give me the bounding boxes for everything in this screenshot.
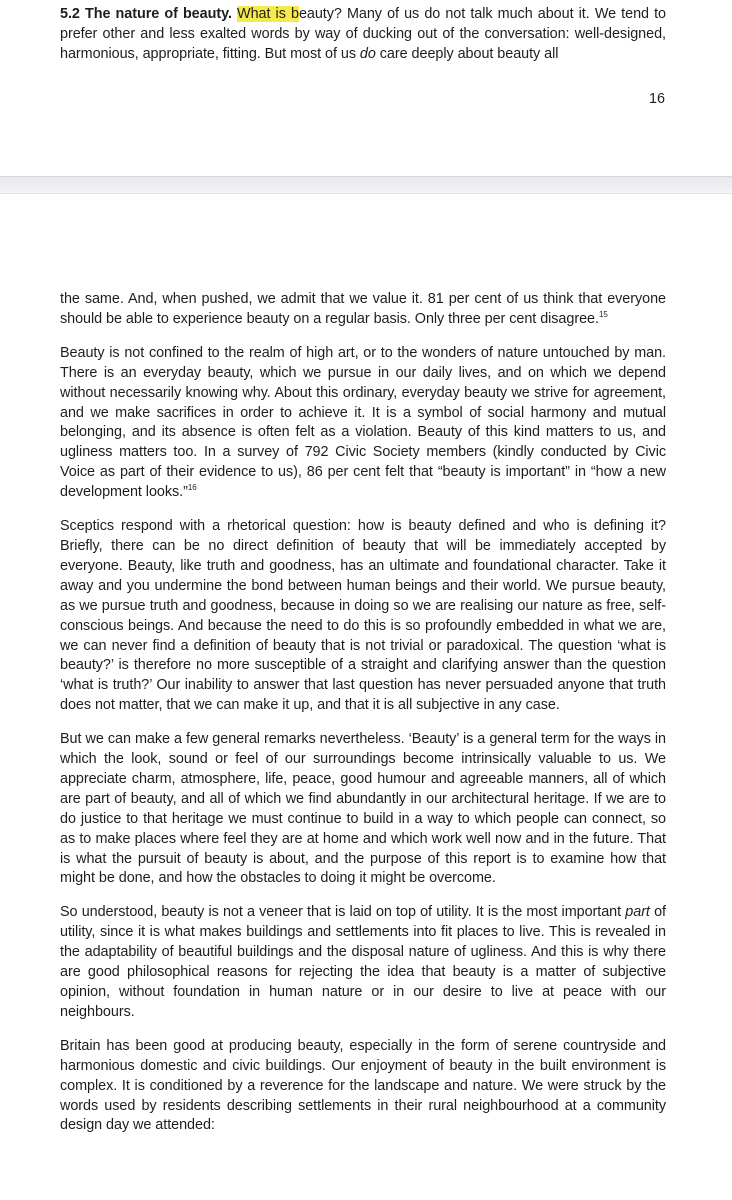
section-heading: 5.2 The nature of beauty. <box>60 6 232 22</box>
paragraph-text: eauty? Many of us do not talk much about it. We tend to prefer other and less exalted words by way of ducking out of the conversation: well-designed, harmonious, appropriate, fitting. But most of us <box>60 6 667 62</box>
paragraph-tail: care deeply about beauty all <box>375 45 559 62</box>
page-number: 16 <box>648 91 665 107</box>
paragraph-6: Britain has been good at producing beauty, especially in the form of serene countryside and harmonious domestic and civic buildings. Our enjoyment of beauty in the built environment is complex. It is conditioned by a reverence for the landscape and nature. We were struck by the words used by residents describing settlements in their rural neighbourhood at a community design day we attended: <box>60 1037 666 1134</box>
paragraph-5: So understood, beauty is not a veneer that is laid on top of utility. It is the most important part of utility, since it is what makes buildings and settlements into fit places to live. This is revealed in the adaptability of beautiful buildings and the disposal nature of ugliness. And this is why there are good philosophical reasons for rejecting the idea that beauty is a matter of subjective opinion, without foundation in human nature or in our desire to live at peace with our neighbours. <box>60 904 666 1020</box>
paragraph-4: But we can make a few general remarks nevertheless. ‘Beauty’ is a general term for the ways in which the look, sound or feel of our surroundings become intrinsically valuable to us. We appreciate charm, atmosphere, life, peace, good humour and agreeable manners, all of which are part of beauty, and all of which we find abundantly in our architectural heritage. If we are to do justice to that heritage we must continue to build in a way to which people can connect, so as to make places where feel they are at home and which work well now and in the future. That is what the pursuit of beauty is about, and the purpose of this report is to examine how that might be done, and how the obstacles to doing it might be overcome. <box>60 731 666 887</box>
emphasis-part: part <box>625 904 650 921</box>
footnote-ref-16[interactable]: 16 <box>187 483 197 493</box>
page-bottom <box>0 194 732 1200</box>
paragraph-3: Sceptics respond with a rhetorical question: how is beauty defined and who is defining it? Briefly, there can be no direct definition of beauty that will be immediately accepted by everyone. Beauty, like truth and goodness, has an ultimate and foundational character. Take it away and you undermine the bond between human beings and their world. We pursue beauty, as we pursue truth and goodness, because in doing so we are realising our nature as free, self-conscious beings. And because the need to do this is so profoundly embedded in what we are, we can never find a definition of beauty that is not trivial or paradoxical. The question ‘what is beauty?’ is therefore no more susceptible of a straight and clarifying answer than the question ‘what is truth?’ Our inability to answer that last question has never persuaded anyone that truth does not matter, that we can make it up, and that it is all subjective in any case. <box>60 518 666 714</box>
body-text <box>60 290 666 1150</box>
page-separator <box>0 176 732 194</box>
footnote-ref-15[interactable]: 15 <box>598 310 608 320</box>
paragraph-1: the same. And, when pushed, we admit that we value it. 81 per cent of us think that everyone should be able to experience beauty on a regular basis. Only three per cent disagree.$^{15}$ <box>60 291 666 327</box>
paragraph-2: Beauty is not confined to the realm of high art, or to the wonders of nature untouched by man. There is an everyday beauty, which we pursue in our daily lives, and on which we depend without necessarily knowing why. About this ordinary, everyday beauty we strive for agreement, and we make sacrifices in order to achieve it. It is a symbol of social harmony and mutual belonging, and its absence is often felt as a violation. Beauty of this kind matters to us, and ugliness matters too. In a survey of 792 Civic Society members (kindly conducted by Civic Voice as part of their evidence to us), 86 per cent felt that “beauty is important” in “how a new development looks.”$^{16}$ <box>60 344 666 501</box>
top-paragraph <box>60 5 666 79</box>
page-top <box>0 0 732 176</box>
highlighted-text[interactable]: What is b <box>237 6 299 22</box>
emphasis-text: do <box>359 45 376 62</box>
